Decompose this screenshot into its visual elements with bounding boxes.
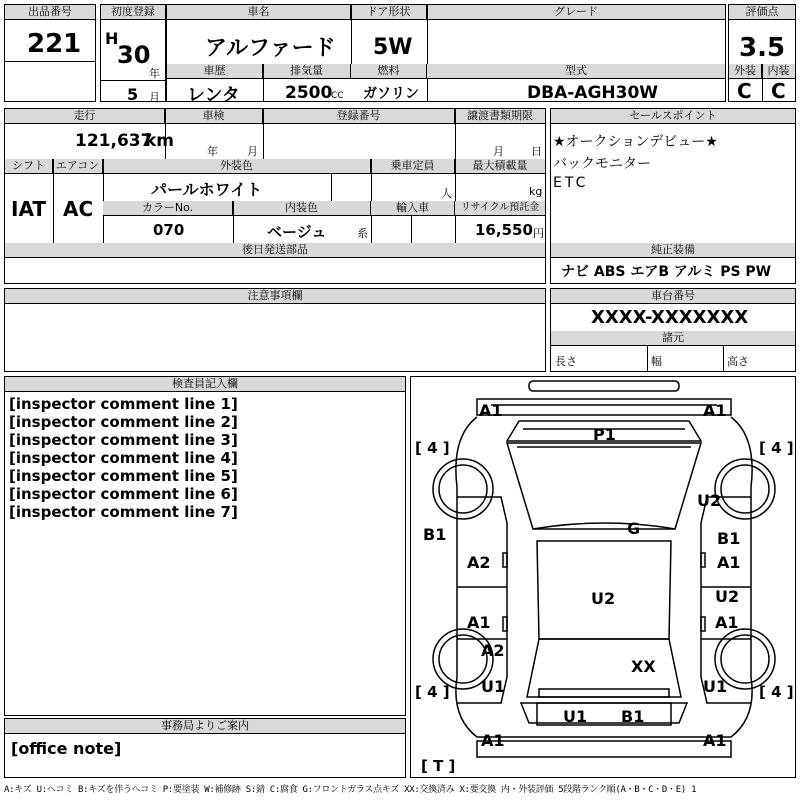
later-parts-label: 後日発送部品 <box>5 243 545 258</box>
height-label: 高さ <box>727 355 749 368</box>
mark-rear-bumper-left: A1 <box>481 731 505 750</box>
load-label: 最大積載量 <box>455 159 545 174</box>
evaluation-score: 3.5 <box>739 33 786 63</box>
office-label: 事務局よりご案内 <box>5 719 405 734</box>
inspector-line-7: [inspector comment line 7] <box>9 503 238 521</box>
equipment-label: 純正装備 <box>551 243 795 258</box>
shift-label: シフト <box>5 159 53 174</box>
tyre-front-right: [ 4 ] <box>759 439 794 457</box>
lot-number-label: 出品番号 <box>5 5 95 20</box>
inspector-box <box>4 376 406 716</box>
chassis-label: 車台番号 <box>551 289 795 304</box>
lot-number-box <box>4 4 96 102</box>
sales-point-line-1: ★オークションデビュー★ <box>553 134 718 150</box>
score-label: 評価点 <box>729 5 795 20</box>
recycle-unit: 円 <box>533 227 544 240</box>
sales-point-label: セールスポイント <box>551 109 795 124</box>
mark-rear-door-right: A1 <box>715 613 739 632</box>
notes-label: 注意事項欄 <box>5 289 545 304</box>
recycle-label: リサイクル預託金 <box>455 201 545 216</box>
load-unit: kg <box>529 185 543 198</box>
vehicle-details-box <box>4 108 546 284</box>
ac-type: AC <box>63 197 94 221</box>
mark-front-door-right: A1 <box>717 553 741 572</box>
inspection-label: 車検 <box>165 109 263 124</box>
mark-back-door-right: B1 <box>621 707 645 726</box>
tyre-rear-left: [ 4 ] <box>415 683 450 701</box>
mark-back-door-left: U1 <box>563 707 588 726</box>
color-no-label: カラーNo. <box>103 201 233 216</box>
color-label: 外装色 <box>103 159 371 174</box>
door-type: 5W <box>373 35 413 60</box>
inspector-line-2: [inspector comment line 2] <box>9 413 238 431</box>
year-unit: 年 <box>149 67 160 80</box>
chassis-number: XXXX-XXXXXXX <box>591 307 749 328</box>
inspection-year-unit: 年 <box>207 145 218 158</box>
mark-windshield: G <box>627 519 641 538</box>
sales-point-line-2: バックモニター <box>553 156 651 172</box>
ac-label: エアコン <box>53 159 103 174</box>
fuel-type: ガソリン <box>363 86 419 102</box>
inspector-label: 検査員記入欄 <box>5 377 405 392</box>
inspector-line-5: [inspector comment line 5] <box>9 467 238 485</box>
displacement: 2500 <box>285 83 333 103</box>
month-unit: 月 <box>149 91 160 104</box>
length-label: 長さ <box>555 355 577 368</box>
mark-rear-quarter-right: U1 <box>703 677 728 696</box>
mark-rear-glass: XX <box>631 657 656 676</box>
interior-label: 内装 <box>762 64 795 79</box>
reg-year: 30 <box>117 41 151 69</box>
car-name: アルファード <box>205 36 336 61</box>
exterior-grade: C <box>737 79 752 103</box>
capacity-unit: 人 <box>441 187 452 200</box>
width-label: 幅 <box>651 355 662 368</box>
equipment-list: ナビ ABS エアB アルミ PS PW <box>561 264 772 280</box>
mark-front-bumper-right: A1 <box>703 401 727 420</box>
mileage-unit: km <box>145 131 175 151</box>
car-name-label: 車名 <box>167 5 351 20</box>
mark-rear-bumper-right: A1 <box>703 731 727 750</box>
exterior-label: 外装 <box>729 64 762 79</box>
reg-number-label: 登録番号 <box>263 109 455 124</box>
inspector-line-4: [inspector comment line 4] <box>9 449 238 467</box>
transfer-day-unit: 日 <box>531 145 542 158</box>
shift-type: IAT <box>11 197 47 221</box>
mark-fender-right: U2 <box>697 491 722 510</box>
tyre-front-left: [ 4 ] <box>415 439 450 457</box>
mileage: 121,637 <box>75 131 153 151</box>
legend-text: A:キズ U:ヘコミ B:キズを伴うヘコミ P:要塗装 W:補修跡 S:錆 C:腐食 G:フロントガラス点キズ XX:交換済み X:要交換 内・外装評価 5段階ランク順(A・B・C・D・E) 1 <box>4 785 697 795</box>
capacity-label: 乗車定員 <box>371 159 455 174</box>
office-note: [office note] <box>11 739 122 758</box>
grade-label: グレード <box>427 5 725 20</box>
interior-color-label: 内装色 <box>233 201 371 216</box>
sales-point-box <box>550 108 796 284</box>
transfer-label: 譲渡書類期限 <box>455 109 545 124</box>
color-number: 070 <box>153 221 185 239</box>
mark-quarter-left: A2 <box>481 641 505 660</box>
import-label: 輸入車 <box>371 201 455 216</box>
tyre-rear-right: [ 4 ] <box>759 683 794 701</box>
car-diagram <box>410 376 796 778</box>
spare-tyre: [ T ] <box>421 757 456 775</box>
displacement-unit: CC <box>331 91 344 101</box>
door-label: ドア形状 <box>351 5 427 20</box>
transfer-month-unit: 月 <box>493 145 504 158</box>
inspector-line-1: [inspector comment line 1] <box>9 395 238 413</box>
mark-rear-door-left: A1 <box>467 613 491 632</box>
chassis-box <box>550 288 796 372</box>
history-label: 車歴 <box>167 64 263 79</box>
displacement-label: 排気量 <box>263 64 351 79</box>
reg-month: 5 <box>127 85 139 104</box>
mark-front-door-right-b: B1 <box>717 529 741 548</box>
exterior-color: パールホワイト <box>151 180 263 199</box>
specs-label: 諸元 <box>551 331 795 346</box>
interior-grade: C <box>771 79 786 103</box>
car-history: レンタ <box>187 85 240 106</box>
mileage-label: 走行 <box>5 109 165 124</box>
interior-color: ベージュ <box>267 223 327 241</box>
first-registration-box <box>100 4 166 102</box>
model-code: DBA-AGH30W <box>527 83 659 103</box>
recycle-fee: 16,550 <box>475 221 533 239</box>
notes-box <box>4 288 546 372</box>
car-info-box <box>166 4 726 106</box>
inspection-month-unit: 月 <box>247 145 258 158</box>
interior-color-unit: 系 <box>357 227 368 240</box>
first-reg-label: 初度登録 <box>101 5 165 20</box>
mark-front-bumper-left: A1 <box>479 401 503 420</box>
model-label: 型式 <box>427 64 725 79</box>
lot-number: 221 <box>27 29 82 59</box>
sales-point-line-3: ETC <box>553 175 589 191</box>
score-box <box>728 4 796 102</box>
era-mark: H <box>105 29 119 48</box>
fuel-label: 燃料 <box>351 64 427 79</box>
mark-roof: U2 <box>591 589 616 608</box>
mark-rear-door-right-upper: U2 <box>715 587 740 606</box>
office-box <box>4 718 406 778</box>
mark-hood: P1 <box>593 425 616 444</box>
inspector-line-6: [inspector comment line 6] <box>9 485 238 503</box>
mark-front-door-left: A2 <box>467 553 491 572</box>
mark-front-door-left-b: B1 <box>423 525 447 544</box>
inspector-line-3: [inspector comment line 3] <box>9 431 238 449</box>
mark-rear-quarter-left: U1 <box>481 677 506 696</box>
